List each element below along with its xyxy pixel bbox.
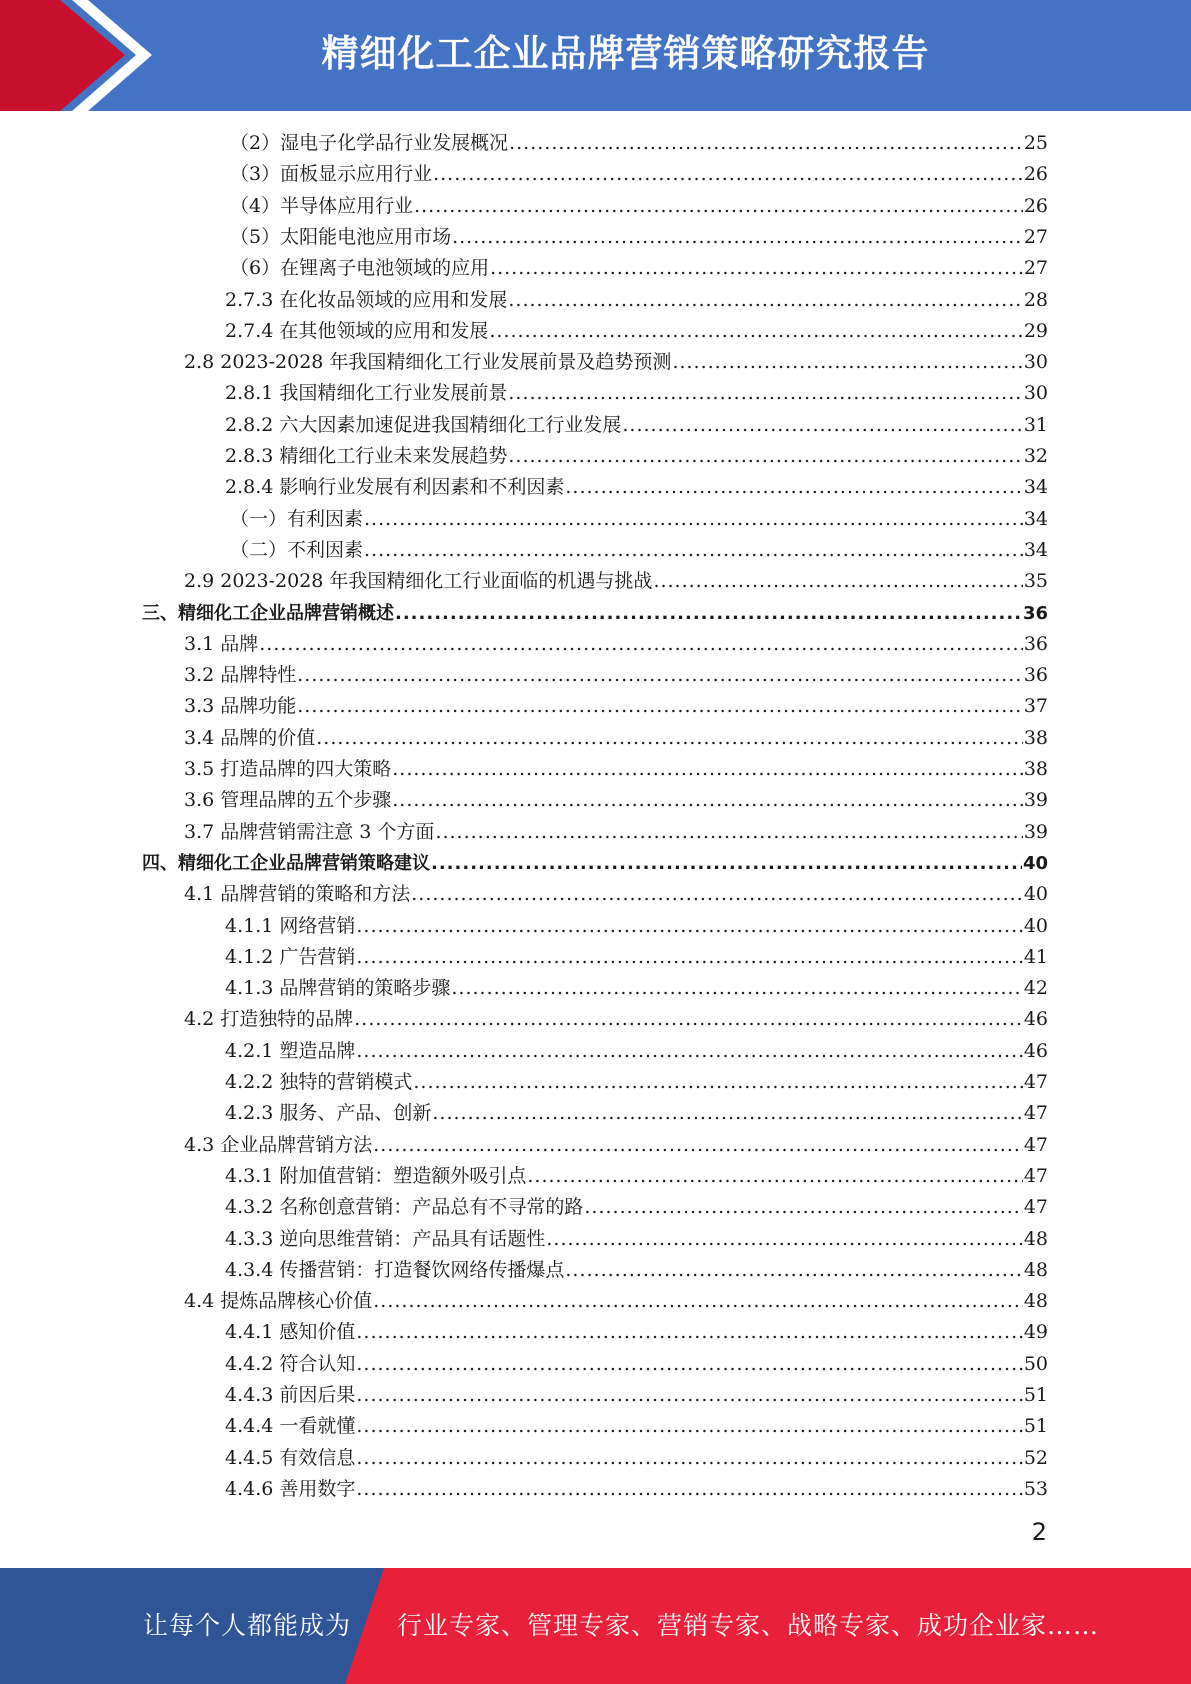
- toc-entry-page: 37: [1023, 695, 1048, 718]
- toc-entry[interactable]: [142, 598, 1048, 629]
- toc-entry-page: 48: [1023, 1227, 1048, 1250]
- toc-entry[interactable]: [142, 848, 1048, 879]
- toc-entry-page: 53: [1023, 1477, 1048, 1500]
- toc-entry-label: （一）有利因素: [230, 507, 364, 530]
- toc-entry-page: 47: [1023, 1102, 1048, 1125]
- toc-entry-label: 4.3.1 附加值营销：塑造额外吸引点: [225, 1164, 527, 1187]
- toc-entry[interactable]: [225, 441, 1048, 472]
- toc-dot-leader: [373, 1130, 1023, 1161]
- toc-entry-label: 4.1.3 品牌营销的策略步骤: [225, 977, 451, 1000]
- toc-dot-leader: [565, 1255, 1022, 1286]
- toc-entry[interactable]: [225, 1349, 1048, 1380]
- toc-entry-page: 39: [1023, 820, 1048, 843]
- toc-entry[interactable]: [184, 1130, 1048, 1161]
- toc-entry[interactable]: [225, 1474, 1048, 1505]
- toc-dot-leader: [508, 378, 1022, 409]
- toc-entry-page: 42: [1023, 977, 1048, 1000]
- toc-entry-label: （3）面板显示应用行业: [230, 163, 433, 186]
- toc-entry-label: 3.1 品牌: [184, 632, 259, 655]
- toc-entry[interactable]: [225, 1443, 1048, 1474]
- toc-entry-page: 38: [1023, 726, 1048, 749]
- toc-entry-label: 2.8 2023-2028 年我国精细化工行业发展前景及趋势预测: [184, 351, 672, 374]
- toc-entry-page: 40: [1023, 914, 1048, 937]
- toc-entry-page: 36: [1023, 632, 1048, 655]
- toc-entry-label: 4.3.3 逆向思维营销：产品具有话题性: [225, 1227, 546, 1250]
- toc-entry-page: 41: [1023, 945, 1048, 968]
- toc-entry-page: 36: [1023, 664, 1048, 687]
- toc-entry-page: 32: [1023, 445, 1048, 467]
- toc-entry-page: 47: [1023, 1071, 1048, 1093]
- toc-entry-page: 26: [1023, 194, 1048, 217]
- footer-slogan-left: 让每个人都能成为: [143, 1611, 352, 1640]
- toc-entry[interactable]: [225, 285, 1048, 316]
- toc-dot-leader: [452, 222, 1023, 253]
- toc-entry-label: （5）太阳能电池应用市场: [230, 225, 452, 248]
- toc-entry[interactable]: [225, 1224, 1048, 1255]
- toc-entry-label: （6）在锂离子电池领域的应用: [230, 257, 490, 280]
- toc-entry-page: 29: [1023, 319, 1048, 342]
- toc-entry[interactable]: [184, 566, 1048, 597]
- toc-entry-page: 50: [1023, 1352, 1048, 1375]
- toc-dot-leader: [672, 347, 1022, 378]
- toc-entry[interactable]: [230, 253, 1048, 284]
- toc-entry-label: 3.6 管理品牌的五个步骤: [184, 789, 392, 812]
- toc-dot-leader: [356, 1443, 1022, 1474]
- toc-dot-leader: [356, 1411, 1022, 1442]
- toc-entry-page: 34: [1023, 538, 1048, 561]
- toc-entry[interactable]: [225, 472, 1048, 503]
- toc-entry-label: 4.4.6 善用数字: [225, 1477, 356, 1500]
- toc-dot-leader: [364, 535, 1023, 566]
- toc-entry[interactable]: [184, 754, 1048, 785]
- toc-entry-page: 38: [1023, 758, 1048, 780]
- toc-dot-leader: [622, 410, 1022, 441]
- toc-entry[interactable]: [230, 504, 1048, 535]
- toc-entry-label: 4.4.1 感知价值: [225, 1321, 356, 1344]
- document-title: 精细化工企业品牌营销策略研究报告: [321, 32, 930, 75]
- toc-entry[interactable]: [184, 879, 1048, 910]
- toc-entry-page: 40: [1022, 852, 1048, 874]
- toc-dot-leader: [433, 159, 1023, 190]
- toc-entry[interactable]: [230, 159, 1048, 190]
- toc-entry-label: 4.4.5 有效信息: [225, 1446, 356, 1469]
- toc-entry[interactable]: [225, 942, 1048, 973]
- toc-entry[interactable]: [225, 378, 1048, 409]
- toc-entry[interactable]: [225, 1036, 1048, 1067]
- toc-entry[interactable]: [184, 347, 1048, 378]
- toc-entry[interactable]: [184, 817, 1048, 848]
- toc-entry-page: 27: [1023, 225, 1048, 248]
- header-arrow-decoration: [0, 0, 200, 111]
- toc-entry-page: 35: [1023, 570, 1048, 593]
- toc-entry-label: 4.1 品牌营销的策略和方法: [184, 883, 411, 906]
- toc-dot-leader: [297, 660, 1023, 691]
- toc-dot-leader: [509, 128, 1023, 159]
- toc-entry-page: 39: [1023, 789, 1048, 812]
- toc-dot-leader: [546, 1224, 1022, 1255]
- toc-entry-label: 4.3.4 传播营销：打造餐饮网络传播爆点: [225, 1258, 565, 1281]
- toc-dot-leader: [356, 942, 1022, 973]
- page-number: 2: [1031, 1518, 1047, 1546]
- toc-entry-page: 47: [1023, 1164, 1048, 1187]
- toc-entry-label: 2.8.1 我国精细化工行业发展前景: [225, 382, 508, 405]
- toc-entry-page: 48: [1023, 1258, 1048, 1281]
- toc-dot-leader: [364, 504, 1023, 535]
- toc-entry-label: 3.4 品牌的价值: [184, 726, 316, 749]
- toc-entry-label: （4）半导体应用行业: [230, 194, 414, 217]
- toc-entry-page: 40: [1023, 883, 1048, 906]
- toc-entry-page: 31: [1023, 413, 1048, 436]
- toc-dot-leader: [527, 1161, 1022, 1192]
- toc-entry-page: 47: [1023, 1133, 1048, 1156]
- toc-entry[interactable]: [184, 691, 1048, 722]
- toc-entry-label: 四、精细化工企业品牌营销策略建议: [142, 852, 430, 874]
- toc-dot-leader: [584, 1192, 1022, 1223]
- toc-entry[interactable]: [184, 629, 1048, 660]
- toc-dot-leader: [489, 316, 1022, 347]
- page-footer: [0, 1568, 1191, 1684]
- toc-entry-label: 2.7.3 在化妆品领域的应用和发展: [225, 288, 508, 311]
- toc-entry[interactable]: [225, 410, 1048, 441]
- toc-dot-leader: [356, 1349, 1022, 1380]
- footer-slogan-right: 行业专家、管理专家、营销专家、战略专家、成功企业家……: [397, 1611, 1100, 1640]
- toc-entry-label: 4.2.2 独特的营销模式: [225, 1071, 413, 1093]
- toc-entry-label: （2）湿电子化学品行业发展概况: [230, 132, 509, 154]
- toc-entry-label: 4.2.1 塑造品牌: [225, 1039, 356, 1062]
- toc-entry-label: 4.4.4 一看就懂: [225, 1415, 356, 1438]
- toc-dot-leader: [431, 848, 1022, 879]
- toc-entry-page: 34: [1023, 507, 1048, 530]
- toc-entry-label: 2.8.4 影响行业发展有利因素和不利因素: [225, 476, 565, 499]
- toc-entry[interactable]: [225, 1317, 1048, 1348]
- toc-entry-label: 4.2.3 服务、产品、创新: [225, 1102, 432, 1125]
- toc-entry-page: 28: [1023, 288, 1048, 311]
- toc-dot-leader: [259, 629, 1023, 660]
- toc-entry-page: 51: [1023, 1384, 1048, 1406]
- toc-entry[interactable]: [184, 723, 1048, 754]
- toc-entry[interactable]: [225, 316, 1048, 347]
- toc-entry-page: 46: [1023, 1039, 1048, 1062]
- toc-dot-leader: [411, 879, 1023, 910]
- toc-entry-page: 27: [1023, 257, 1048, 280]
- toc-entry-label: 4.3 企业品牌营销方法: [184, 1133, 373, 1156]
- toc-entry[interactable]: [184, 660, 1048, 691]
- toc-dot-leader: [392, 785, 1023, 816]
- toc-entry-page: 30: [1023, 351, 1048, 374]
- toc-entry-label: 三、精细化工企业品牌营销概述: [142, 602, 394, 624]
- toc-entry-label: 2.8.3 精细化工行业未来发展趋势: [225, 445, 508, 467]
- toc-entry[interactable]: [225, 973, 1048, 1004]
- toc-entry[interactable]: [225, 1098, 1048, 1129]
- toc-entry-page: 30: [1023, 382, 1048, 405]
- toc-dot-leader: [356, 1036, 1022, 1067]
- toc-entry-page: 52: [1023, 1446, 1048, 1469]
- toc-dot-leader: [451, 973, 1022, 1004]
- toc-entry[interactable]: [225, 1161, 1048, 1192]
- toc-entry-label: 3.2 品牌特性: [184, 664, 297, 687]
- toc-entry-page: 51: [1023, 1415, 1048, 1438]
- toc-entry[interactable]: [225, 1255, 1048, 1286]
- toc-entry[interactable]: [225, 1067, 1048, 1098]
- toc-entry-page: 36: [1022, 602, 1048, 624]
- toc-entry[interactable]: [184, 1286, 1048, 1317]
- toc-dot-leader: [356, 911, 1022, 942]
- toc-dot-leader: [414, 191, 1023, 222]
- toc-entry-label: 4.4.3 前因后果: [225, 1384, 356, 1406]
- toc-entry-page: 48: [1023, 1290, 1048, 1313]
- toc-entry[interactable]: [230, 222, 1048, 253]
- toc-entry-label: 3.7 品牌营销需注意 3 个方面: [184, 820, 435, 843]
- toc-entry[interactable]: [184, 785, 1048, 816]
- toc-entry[interactable]: [230, 535, 1048, 566]
- page-header: [0, 0, 1191, 111]
- toc-entry-label: 4.3.2 名称创意营销：产品总有不寻常的路: [225, 1196, 584, 1219]
- toc-dot-leader: [565, 472, 1022, 503]
- toc-dot-leader: [435, 817, 1022, 848]
- toc-entry[interactable]: [225, 911, 1048, 942]
- toc-dot-leader: [413, 1067, 1022, 1098]
- toc-entry[interactable]: [225, 1192, 1048, 1223]
- toc-dot-leader: [490, 253, 1023, 284]
- toc-entry-label: （二）不利因素: [230, 538, 364, 561]
- toc-entry-label: 4.1.1 网络营销: [225, 914, 356, 937]
- toc-entry[interactable]: [230, 191, 1048, 222]
- toc-entry-page: 47: [1023, 1196, 1048, 1219]
- toc-dot-leader: [508, 285, 1022, 316]
- toc-entry[interactable]: [184, 1004, 1048, 1035]
- toc-entry-page: 49: [1023, 1321, 1048, 1344]
- toc-entry-page: 34: [1023, 476, 1048, 499]
- toc-dot-leader: [395, 598, 1022, 629]
- toc-entry-page: 26: [1023, 163, 1048, 186]
- toc-entry-page: 46: [1023, 1008, 1048, 1031]
- toc-entry-label: 2.9 2023-2028 年我国精细化工行业面临的机遇与挑战: [184, 570, 653, 593]
- toc-entry-label: 2.7.4 在其他领域的应用和发展: [225, 319, 489, 342]
- toc-entry[interactable]: [225, 1380, 1048, 1411]
- toc-dot-leader: [373, 1286, 1023, 1317]
- toc-entry-label: 3.5 打造品牌的四大策略: [184, 758, 392, 780]
- toc-dot-leader: [356, 1380, 1022, 1411]
- toc-entry-label: 2.8.2 六大因素加速促进我国精细化工行业发展: [225, 413, 622, 436]
- toc-dot-leader: [653, 566, 1022, 597]
- toc-entry-page: 25: [1023, 132, 1048, 154]
- toc-dot-leader: [354, 1004, 1023, 1035]
- toc-entry[interactable]: [225, 1411, 1048, 1442]
- toc-dot-leader: [297, 691, 1023, 722]
- toc-dot-leader: [432, 1098, 1022, 1129]
- toc-dot-leader: [356, 1474, 1022, 1505]
- toc-entry-label: 4.2 打造独特的品牌: [184, 1008, 354, 1031]
- toc-dot-leader: [316, 723, 1023, 754]
- toc-entry[interactable]: [230, 128, 1048, 159]
- toc-dot-leader: [356, 1317, 1022, 1348]
- toc-dot-leader: [392, 754, 1023, 785]
- toc-entry-label: 3.3 品牌功能: [184, 695, 297, 718]
- toc-entry-label: 4.4 提炼品牌核心价值: [184, 1290, 373, 1313]
- toc-entry-label: 4.4.2 符合认知: [225, 1352, 356, 1375]
- toc-entry-label: 4.1.2 广告营销: [225, 945, 356, 968]
- toc-dot-leader: [508, 441, 1022, 472]
